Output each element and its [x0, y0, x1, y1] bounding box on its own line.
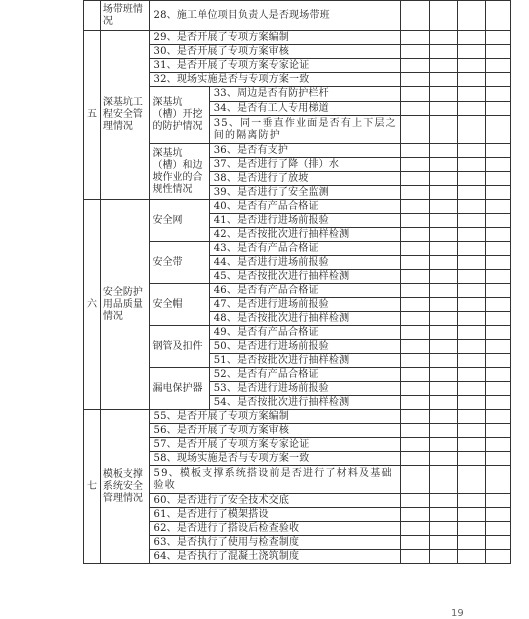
- check-item: 39、是否进行了安全监测: [209, 186, 400, 200]
- check-item: 40、是否有产品合格证: [209, 200, 400, 214]
- subcategory-label: 深基坑（槽）开挖的防护情况: [149, 87, 209, 144]
- check-item: 61、是否进行了模架搭设: [149, 508, 401, 522]
- check-item: 60、是否进行了安全技术交底: [149, 494, 401, 508]
- table-row: [84, 31, 511, 45]
- section-title: 安全防护用品质量情况: [100, 200, 149, 410]
- check-item: 49、是否有产品合格证: [209, 326, 400, 340]
- check-item: 38、是否进行了放坡: [209, 172, 400, 186]
- inspection-table: [83, 0, 511, 564]
- subcategory-label: 安全网: [149, 200, 209, 242]
- check-item: 28、施工单位项目负责人是否现场带班: [149, 1, 401, 31]
- check-item: 59、模板支撑系统搭设前是否进行了材料及基础验收: [149, 466, 401, 494]
- subcategory-label: 安全帽: [149, 284, 209, 326]
- check-item: 29、是否开展了专项方案编制: [149, 31, 401, 45]
- check-item: 48、是否按批次进行抽样检测: [209, 312, 400, 326]
- subcategory-label: 安全带: [149, 242, 209, 284]
- check-item: 63、是否执行了使用与检查制度: [149, 536, 401, 550]
- check-item: 47、是否进行进场前报验: [209, 298, 400, 312]
- check-item: 43、是否有产品合格证: [209, 242, 400, 256]
- check-item: 64、是否执行了混凝土浇筑制度: [149, 550, 401, 564]
- check-item: 58、现场实施是否与专项方案一致: [149, 452, 401, 466]
- check-item: 52、是否有产品合格证: [209, 368, 400, 382]
- section-number: 六: [84, 200, 101, 410]
- table-row: [84, 410, 511, 424]
- check-item: 32、现场实施是否与专项方案一致: [149, 73, 401, 87]
- check-item: 50、是否进行进场前报验: [209, 340, 400, 354]
- section-title: 模板支撑系统安全管理情况: [100, 410, 149, 564]
- check-item: 55、是否开展了专项方案编制: [149, 410, 401, 424]
- section-number: 五: [84, 31, 101, 200]
- section-title: 深基坑工程安全管理情况: [100, 31, 149, 200]
- check-item: 46、是否有产品合格证: [209, 284, 400, 298]
- check-item: 42、是否按批次进行抽样检测: [209, 228, 400, 242]
- check-item: 37、是否进行了降（排）水: [209, 158, 400, 172]
- check-item: 57、是否开展了专项方案专家论证: [149, 438, 401, 452]
- subcategory-label: 钢管及扣件: [149, 326, 209, 368]
- check-item: 36、是否有支护: [209, 144, 400, 158]
- check-item: 35、同一垂直作业面是否有上下层之间的隔离防护: [209, 116, 400, 144]
- check-item: 44、是否进行进场前报验: [209, 256, 400, 270]
- check-item: 51、是否按批次进行抽样检测: [209, 354, 400, 368]
- page-number: 19: [451, 608, 464, 619]
- check-item: 33、周边是否有防护栏杆: [209, 87, 400, 102]
- check-item: 45、是否按批次进行抽样检测: [209, 270, 400, 284]
- check-item: 31、是否开展了专项方案专家论证: [149, 59, 401, 73]
- check-item: 56、是否开展了专项方案审核: [149, 424, 401, 438]
- check-item: 30、是否开展了专项方案审核: [149, 45, 401, 59]
- table-row: [84, 1, 511, 31]
- subcategory-label: 深基坑（槽）和边坡作业的合规性情况: [149, 144, 209, 200]
- check-item: 54、是否按批次进行抽样检测: [209, 396, 400, 410]
- subcategory-label: 漏电保护器: [149, 368, 209, 410]
- section-number: 七: [84, 410, 101, 564]
- check-item: 53、是否进行进场前报验: [209, 382, 400, 396]
- check-item: 34、是否有工人专用梯道: [209, 102, 400, 116]
- category-label: 场带班情况: [100, 1, 149, 31]
- check-item: 62、是否进行了搭设后检查验收: [149, 522, 401, 536]
- check-item: 41、是否进行进场前报验: [209, 214, 400, 228]
- table-row: [84, 200, 511, 214]
